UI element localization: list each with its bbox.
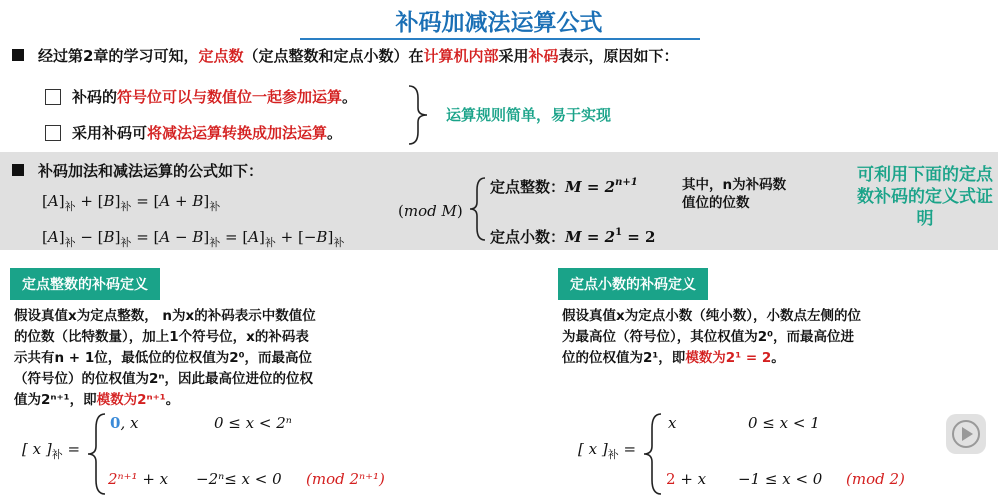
frac-modulus: 定点小数：$M = 2^1 = 2$ [490,227,656,246]
side-note: 可利用下面的定点数补码的定义式证明 [857,165,993,229]
bullet-square-1 [12,49,24,61]
play-icon [946,414,986,454]
page-title: 补码加减法运算公式 [395,10,603,36]
bullet1-text: 经过第2章的学习可知，定点数（定点整数和定点小数）在计算机内部采用补码表示，原因如下： [38,47,679,65]
left-def-brace [86,412,108,496]
mod-label: (mod M) [398,202,463,220]
where-note: 其中，n为补码数值位的位数 [682,177,787,211]
right-section-tag: 定点小数的补码定义 [558,268,708,300]
right-def-lhs: [ x ]$_补$ = [578,440,637,461]
right-def-brace [642,412,664,496]
left-def-row1: 0, x [110,414,139,432]
title-underline [300,38,700,40]
right-def-row1-cond: 0 ≤ x < 1 [748,414,820,432]
right-def-row2-mod: (mod 2) [846,470,905,488]
left-def-row2-mod: (mod 2ⁿ⁺¹) [306,470,385,488]
mod-brace [468,176,488,242]
int-modulus: 定点整数：$M = 2^{n+1}$ [490,177,638,196]
left-def-lhs: [ x ]$_补$ = [22,440,81,461]
summary-brace [406,84,432,146]
summary-text: 运算规则简单，易于实现 [446,106,612,124]
bullet-square-2 [12,164,24,176]
left-paragraph: 假设真值x为定点整数， n为x的补码表示中数值位 的位数（比特数量），加上1个符号位，x的补码表 示共有n + 1位，最低位的位权值为2⁰，而最高位 （符号位）的位权值为2ⁿ，因此最高位进位的位权 值为2ⁿ⁺¹，即模数为2ⁿ⁺¹。 [14,308,316,408]
check1-text: 补码的符号位可以与数值位一起参加运算。 [72,88,358,106]
left-def-row1-cond: 0 ≤ x < 2ⁿ [214,414,292,432]
left-section-tag: 定点整数的补码定义 [10,268,160,300]
formula-sub: $[A]_补 - [B]_补 = [A - B]_补 = [A]_补 + [-B]_补$ [42,228,345,249]
formula-add: $[A]_补 + [B]_补 = [A + B]_补$ [42,192,221,213]
right-def-row2: 2 + x [666,470,707,488]
bullet2-text: 补码加法和减法运算的公式如下： [38,162,264,180]
check2-text: 采用补码可将减法运算转换成加法运算。 [72,124,343,142]
play-button[interactable] [946,414,986,454]
left-def-row2: 2ⁿ⁺¹ + x [108,470,169,488]
right-paragraph: 假设真值x为定点小数（纯小数），小数点左侧的位 为最高位（符号位），其位权值为2⁰，而最高位进 位的位权值为2¹，即模数为2¹ = 2。 [562,308,861,366]
right-def-row2-cond: −1 ≤ x < 0 [738,470,823,488]
checkbox-1[interactable] [45,89,61,105]
checkbox-2[interactable] [45,125,61,141]
left-def-row2-cond: −2ⁿ≤ x < 0 [196,470,282,488]
right-def-row1: x [668,414,677,432]
